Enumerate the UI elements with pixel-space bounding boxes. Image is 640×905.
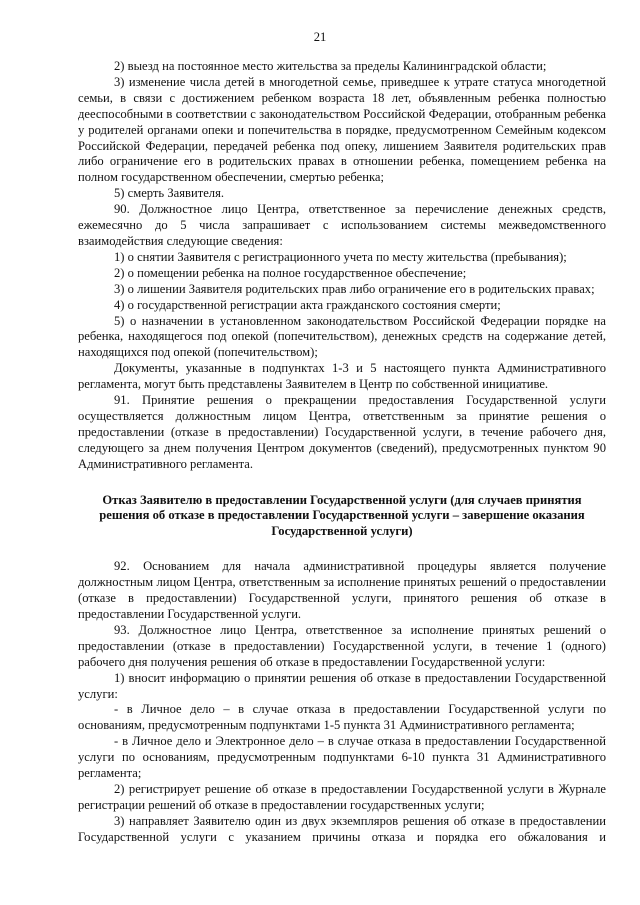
section-heading: Отказ Заявителю в предоставлении Государственной услуги (для случаев принятия решения об отказе в предоставлении Государственной услуги – завершение оказания Государственной услуги) <box>99 492 585 539</box>
paragraph: 5) смерть Заявителя. <box>114 186 225 201</box>
paragraph: Документы, указанные в подпунктах 1-3 и 5 настоящего пункта Административного регламента, могут быть представлены Заявителем в Центр по собственной инициативе. <box>78 361 606 392</box>
paragraph: 1) вносит информацию о принятии решения об отказе в предоставлении Государственной услуги: <box>78 670 606 701</box>
paragraph: 1) о снятии Заявителя с регистрационного учета по месту жительства (пребывания); <box>114 249 567 264</box>
paragraph: 2) выезд на постоянное место жительства за пределы Калининградской области; <box>114 59 547 73</box>
paragraph: 3) изменение числа детей в многодетной семье, приведшее к утрате статуса многодетной семьи, в связи с достижением ребенком возраста 18 лет, объявленным ребенка полностью дееспособными в соответствии с законодательством Российской Федерации, отобранным ребенка у родителей органами опеки и попечительства в порядке, предусмотренном Семейным кодексом Российской Федерации, передачей ребенка под опеку, лишением Заявителя родительских прав либо ограничение его в родительских правах в отношении ребенка, помещением ребенка на полном государственном обеспечении, смертью ребенка; <box>78 74 606 185</box>
paragraph: 92. Основанием для начала административной процедуры является получение должностным лицом Центра, ответственным за исполнение принятых решений о предоставлении (отказе в предоставлении) Государственной услуги, принятого решения об отказе в предоставлении Государственной услуги. <box>78 559 606 621</box>
paragraph: 2) о помещении ребенка на полное государственное обеспечение; <box>114 265 467 280</box>
paragraph: - в Личное дело – в случае отказа в предоставлении Государственной услуги по основаниям, предусмотренным подпунктами 1-5 пункта 31 Административного регламента; <box>78 702 606 733</box>
paragraph: 3) направляет Заявителю один из двух экземпляров решения об отказе в предоставлении Государственной услуги с указанием причины отказа и порядка его обжалования и <box>78 813 606 844</box>
paragraph: - в Личное дело и Электронное дело – в случае отказа в предоставлении Государственной услуги по основаниям, предусмотренным подпунктами 6-10 пункта 31 Административного регламента; <box>78 734 606 781</box>
paragraph: 4) о государственной регистрации акта гражданского состояния смерти; <box>114 297 501 312</box>
paragraph: 2) регистрирует решение об отказе в предоставлении Государственной услуги в Журнале регистрации решений об отказе в предоставлении государственных услуги; <box>78 781 606 812</box>
paragraph: 90. Должностное лицо Центра, ответственное за перечисление денежных средств, ежемесячно до 5 числа запрашивает с использованием системы межведомственного взаимодействия следующие сведения: <box>78 202 606 248</box>
paragraph: 93. Должностное лицо Центра, ответственное за исполнение принятых решений о предоставлении (отказе в предоставлении) Государственной услуги, в течение 1 (одного) рабочего дня получения решения об отказе в предоставлении Государственной услуги: <box>78 622 606 669</box>
paragraph: 91. Принятие решения о прекращении предоставления Государственной услуги осуществляется должностным лицом Центра, ответственным за принятие решения о предоставлении (отказе в предоставлении) Государственной услуги, в течение рабочего дня, следующего за днем получения Центром документов (сведений), предусмотренных пунктом 90 Административного регламента. <box>78 393 606 471</box>
page-number: 21 <box>313 30 327 44</box>
paragraph: 5) о назначении в установленном законодательством Российской Федерации порядке на ребенка, находящегося под опекой (попечительством), денежных средств на содержание детей, находящихся под опекой (попечительством); <box>78 313 606 360</box>
paragraph: 3) о лишении Заявителя родительских прав либо ограничение его в родительских правах; <box>114 281 595 296</box>
document-body <box>78 59 606 846</box>
